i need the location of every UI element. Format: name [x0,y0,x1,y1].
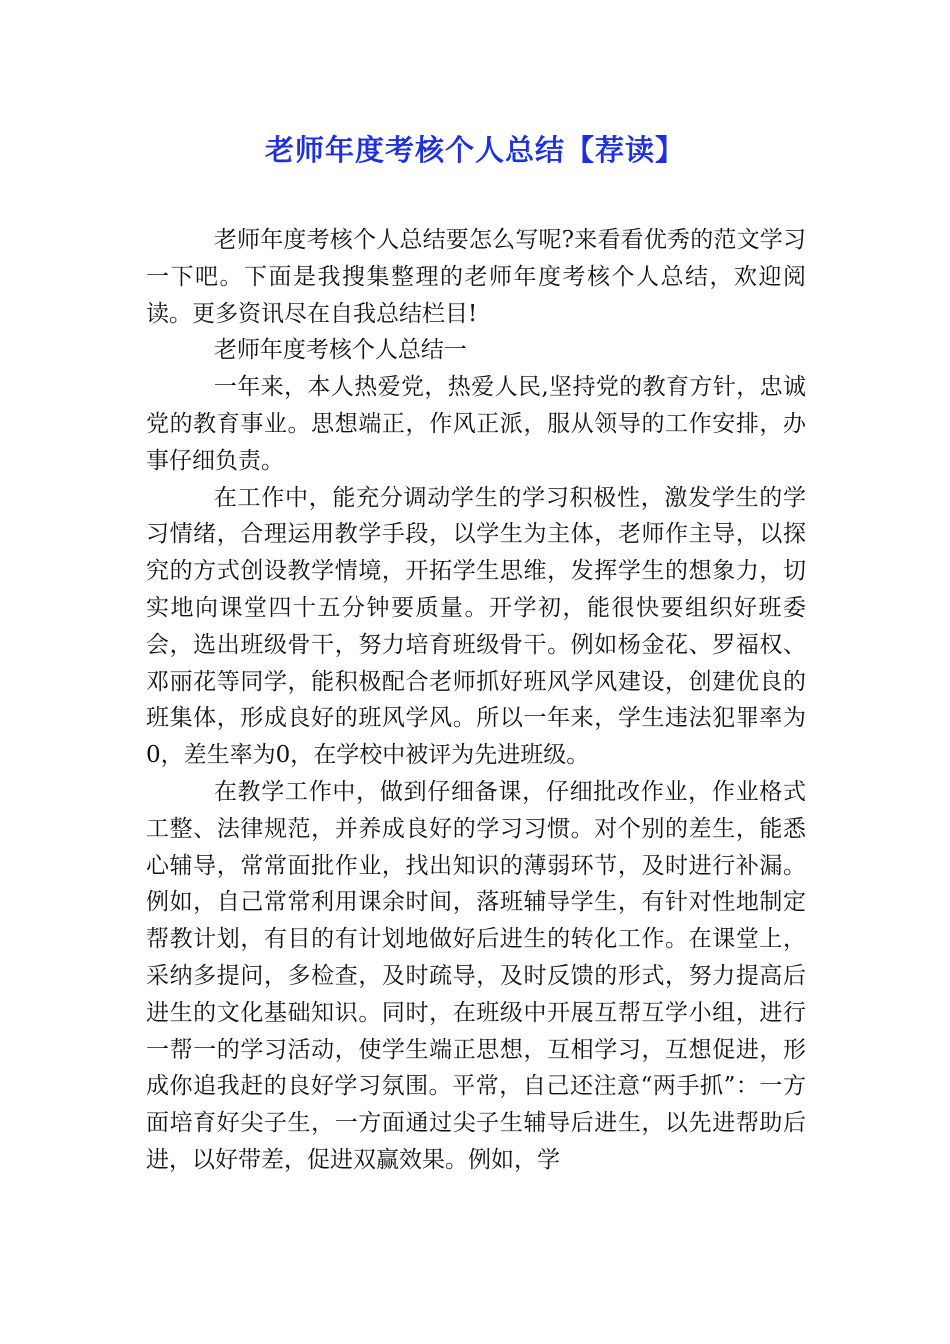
body-paragraph: 一年来，本人热爱党，热爱人民,坚持党的教育方针，忠诚党的教育事业。思想端正，作风正派，服从领导的工作安排，办事仔细负责。 [146,374,806,474]
section-heading: 老师年度考核个人总结一 [213,337,467,364]
document-title: 老师年度考核个人总结【荐读】 [264,133,685,167]
body-paragraph: 在工作中，能充分调动学生的学习积极性，激发学生的学习情绪，合理运用教学手段，以学生为主体，老师作主导，以探究的方式创设教学情境，开拓学生思维，发挥学生的想象力，切实地向课堂四十五分钟要质量。开学初，能很快要组织好班委会，选出班级骨干，努力培育班级骨干。例如杨金花、罗福权、邓丽花等同学，能积极配合老师抓好班风学风建设，创建优良的班集体，形成良好的班风学风。所以一年来，学生违法犯罪率为0，差生率为0，在学校中被评为先进班级。 [146,484,806,769]
body-paragraph: 在教学工作中，做到仔细备课，仔细批改作业，作业格式工整、法律规范，并养成良好的学习习惯。对个别的差生，能悉心辅导，常常面批作业，找出知识的薄弱环节，及时进行补漏。例如，自己常常利用课余时间，落班辅导学生，有针对性地制定帮教计划，有目的有计划地做好后进生的转化工作。在课堂上，采纳多提问，多检查，及时疏导，及时反馈的形式，努力提高后进生的文化基础知识。同时，在班级中开展互帮互学小组，进行一帮一的学习活动，使学生端正思想，互相学习，互想促进，形成你追我赶的良好学习氛围。平常，自己还注意“两手抓”：一方面培育好尖子生，一方面通过尖子生辅导后进生，以先进帮助后进，以好带差，促进双赢效果。例如，学 [146,778,806,1173]
document-body [146,222,806,1179]
intro-paragraph: 老师年度考核个人总结要怎么写呢?来看看优秀的范文学习一下吧。下面是我搜集整理的老师年度考核个人总结，欢迎阅读。更多资讯尽在自我总结栏目! [146,227,806,327]
